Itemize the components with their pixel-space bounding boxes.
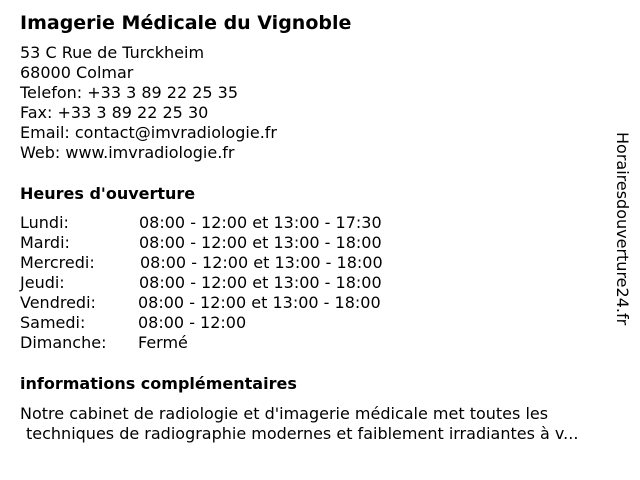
hours-row-wednesday xyxy=(20,253,440,273)
business-name: Imagerie Médicale du Vignoble xyxy=(20,12,352,34)
fax-line: Fax: +33 3 89 22 25 30 xyxy=(20,103,209,122)
day-hours: 08:00 - 12:00 et 13:00 - 18:00 xyxy=(139,273,382,292)
day-label: Samedi: xyxy=(20,313,86,332)
day-label: Vendredi: xyxy=(20,293,96,312)
day-hours: Fermé xyxy=(138,333,188,352)
hours-row-thursday xyxy=(20,273,440,293)
site-watermark: Horairesdouverture24.fr xyxy=(613,132,632,326)
hours-row-sunday xyxy=(20,333,440,353)
info-line: Notre cabinet de radiologie et d'imagerie médicale met toutes les xyxy=(20,404,549,423)
hours-heading: Heures d'ouverture xyxy=(20,184,196,203)
phone-line: Telefon: +33 3 89 22 25 35 xyxy=(20,83,239,102)
hours-row-tuesday xyxy=(20,233,440,253)
hours-table xyxy=(20,213,440,353)
day-label: Mardi: xyxy=(20,233,70,252)
info-description xyxy=(20,404,578,444)
day-label: Jeudi: xyxy=(20,273,65,292)
hours-row-saturday xyxy=(20,313,440,333)
day-hours: 08:00 - 12:00 et 13:00 - 18:00 xyxy=(138,293,381,312)
info-line: techniques de radiographie modernes et faiblement irradiantes à v... xyxy=(26,424,579,443)
day-label: Mercredi: xyxy=(20,253,95,272)
address-line-street: 53 C Rue de Turckheim xyxy=(20,43,205,62)
email-line: Email: contact@imvradiologie.fr xyxy=(20,123,277,142)
day-hours: 08:00 - 12:00 et 13:00 - 18:00 xyxy=(140,253,383,272)
info-heading: informations complémentaires xyxy=(20,374,297,393)
day-hours: 08:00 - 12:00 xyxy=(138,313,247,332)
day-hours: 08:00 - 12:00 et 13:00 - 17:30 xyxy=(139,213,382,232)
day-label: Lundi: xyxy=(20,213,69,232)
day-label: Dimanche: xyxy=(20,333,107,352)
hours-row-friday xyxy=(20,293,440,313)
hours-row-monday xyxy=(20,213,440,233)
day-hours: 08:00 - 12:00 et 13:00 - 18:00 xyxy=(139,233,382,252)
address-line-city: 68000 Colmar xyxy=(20,63,134,82)
contact-block xyxy=(20,43,277,163)
web-line: Web: www.imvradiologie.fr xyxy=(20,143,235,162)
